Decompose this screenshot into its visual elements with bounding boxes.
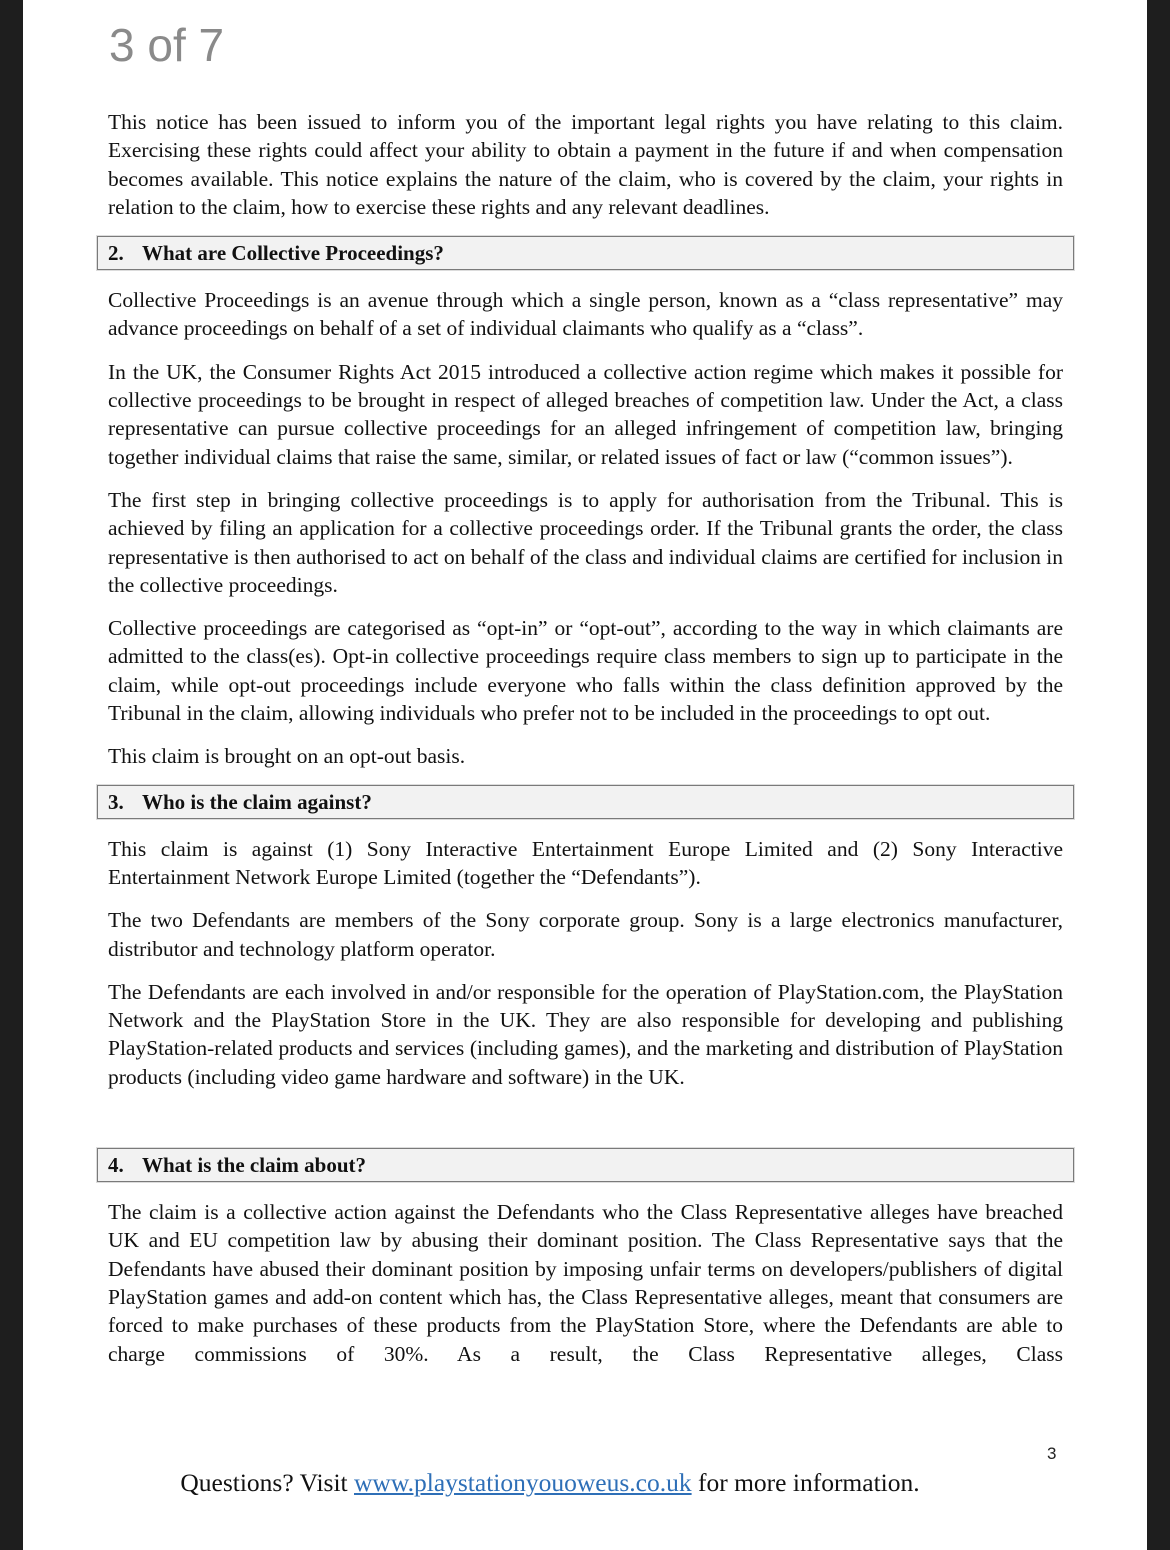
section-3-paragraph-1: This claim is against (1) Sony Interactive Entertainment Europe Limited and (2) Sony Interactive Entertainment Network Europe Limited (together the “Defendants”).	[108, 836, 1063, 889]
page-indicator: 3 of 7	[109, 19, 225, 71]
section-header-2	[97, 236, 1074, 270]
page-number: 3	[1047, 1444, 1057, 1463]
section-2-paragraph-4: Collective proceedings are categorised as “opt-in” or “opt-out”, according to the way in which claimants are admitted to the class(es). Opt-in collective proceedings require class members to sign up to participate in the claim, while opt-out proceedings include everyone who falls within the class definition approved by the Tribunal in the claim, allowing individuals who prefer not to be included in the proceedings to opt out.	[108, 616, 1063, 726]
document-page	[23, 0, 1147, 1550]
intro-paragraph: This notice has been issued to inform you of the important legal rights you have relating to this claim. Exercising these rights could affect your ability to obtain a payment in the future if and when compensation becomes available. This notice explains the nature of the claim, who is covered by the claim, your rights in relation to the claim, how to exercise these rights and any relevant deadlines.	[108, 110, 1063, 219]
section-3-paragraph-3: The Defendants are each involved in and/or responsible for the operation of PlayStation.com, the PlayStation Network and the PlayStation Store in the UK. They are also responsible for developing and publishing PlayStation-related products and services (including games), and the marketing and distribution of PlayStation products (including video game hardware and software) in the UK.	[108, 979, 1063, 1089]
section-2-paragraph-1: Collective Proceedings is an avenue through which a single person, known as a “class representative” may advance proceedings on behalf of a set of individual claimants who qualify as a “class”.	[108, 288, 1063, 341]
website-link[interactable]: www.playstationyouoweus.co.uk	[354, 1468, 692, 1497]
section-header-4	[97, 1148, 1074, 1182]
section-3-paragraph-2: The two Defendants are members of the Sony corporate group. Sony is a large electronics manufacturer, distributor and technology platform operator.	[108, 908, 1063, 961]
section-2-paragraph-5: This claim is brought on an opt-out basis.	[108, 744, 466, 769]
spacer	[108, 1106, 1063, 1148]
section-number: 4.	[108, 1153, 124, 1178]
footer-suffix: for more information.	[691, 1468, 920, 1497]
footer	[23, 1468, 1147, 1498]
section-title: What are Collective Proceedings?	[142, 241, 444, 266]
section-title: Who is the claim against?	[142, 789, 372, 814]
document-body	[108, 108, 1063, 1383]
section-number: 2.	[108, 241, 124, 266]
section-2-paragraph-2: In the UK, the Consumer Rights Act 2015 introduced a collective action regime which makes it possible for collective proceedings to be brought in respect of alleged breaches of competition law. Under the Act, a class representative can pursue collective proceedings for an alleged infringement of competition law, bringing together individual claims that raise the same, similar, or related issues of fact or law (“common issues”).	[108, 359, 1063, 469]
section-header-3	[97, 785, 1074, 819]
section-number: 3.	[108, 789, 124, 814]
section-2-paragraph-3: The first step in bringing collective proceedings is to apply for authorisation from the Tribunal. This is achieved by filing an application for a collective proceedings order. If the Tribunal grants the order, the class representative is then authorised to act on behalf of the class and individual claims are certified for inclusion in the collective proceedings.	[108, 487, 1063, 597]
section-title: What is the claim about?	[142, 1153, 367, 1178]
footer-prefix: Questions? Visit	[180, 1468, 355, 1497]
section-4-paragraph-1: The claim is a collective action against the Defendants who the Class Representative alleges have breached UK and EU competition law by abusing their dominant position. The Class Representative says that the Defendants have abused their dominant position by imposing unfair terms on developers/publishers of digital PlayStation games and add-on content which has, the Class Representative alleges, meant that consumers are forced to make purchases of these products from the PlayStation Store, where the Defendants are able to charge commissions of 30%. As a result, the Class Representative alleges, Class	[108, 1200, 1063, 1366]
